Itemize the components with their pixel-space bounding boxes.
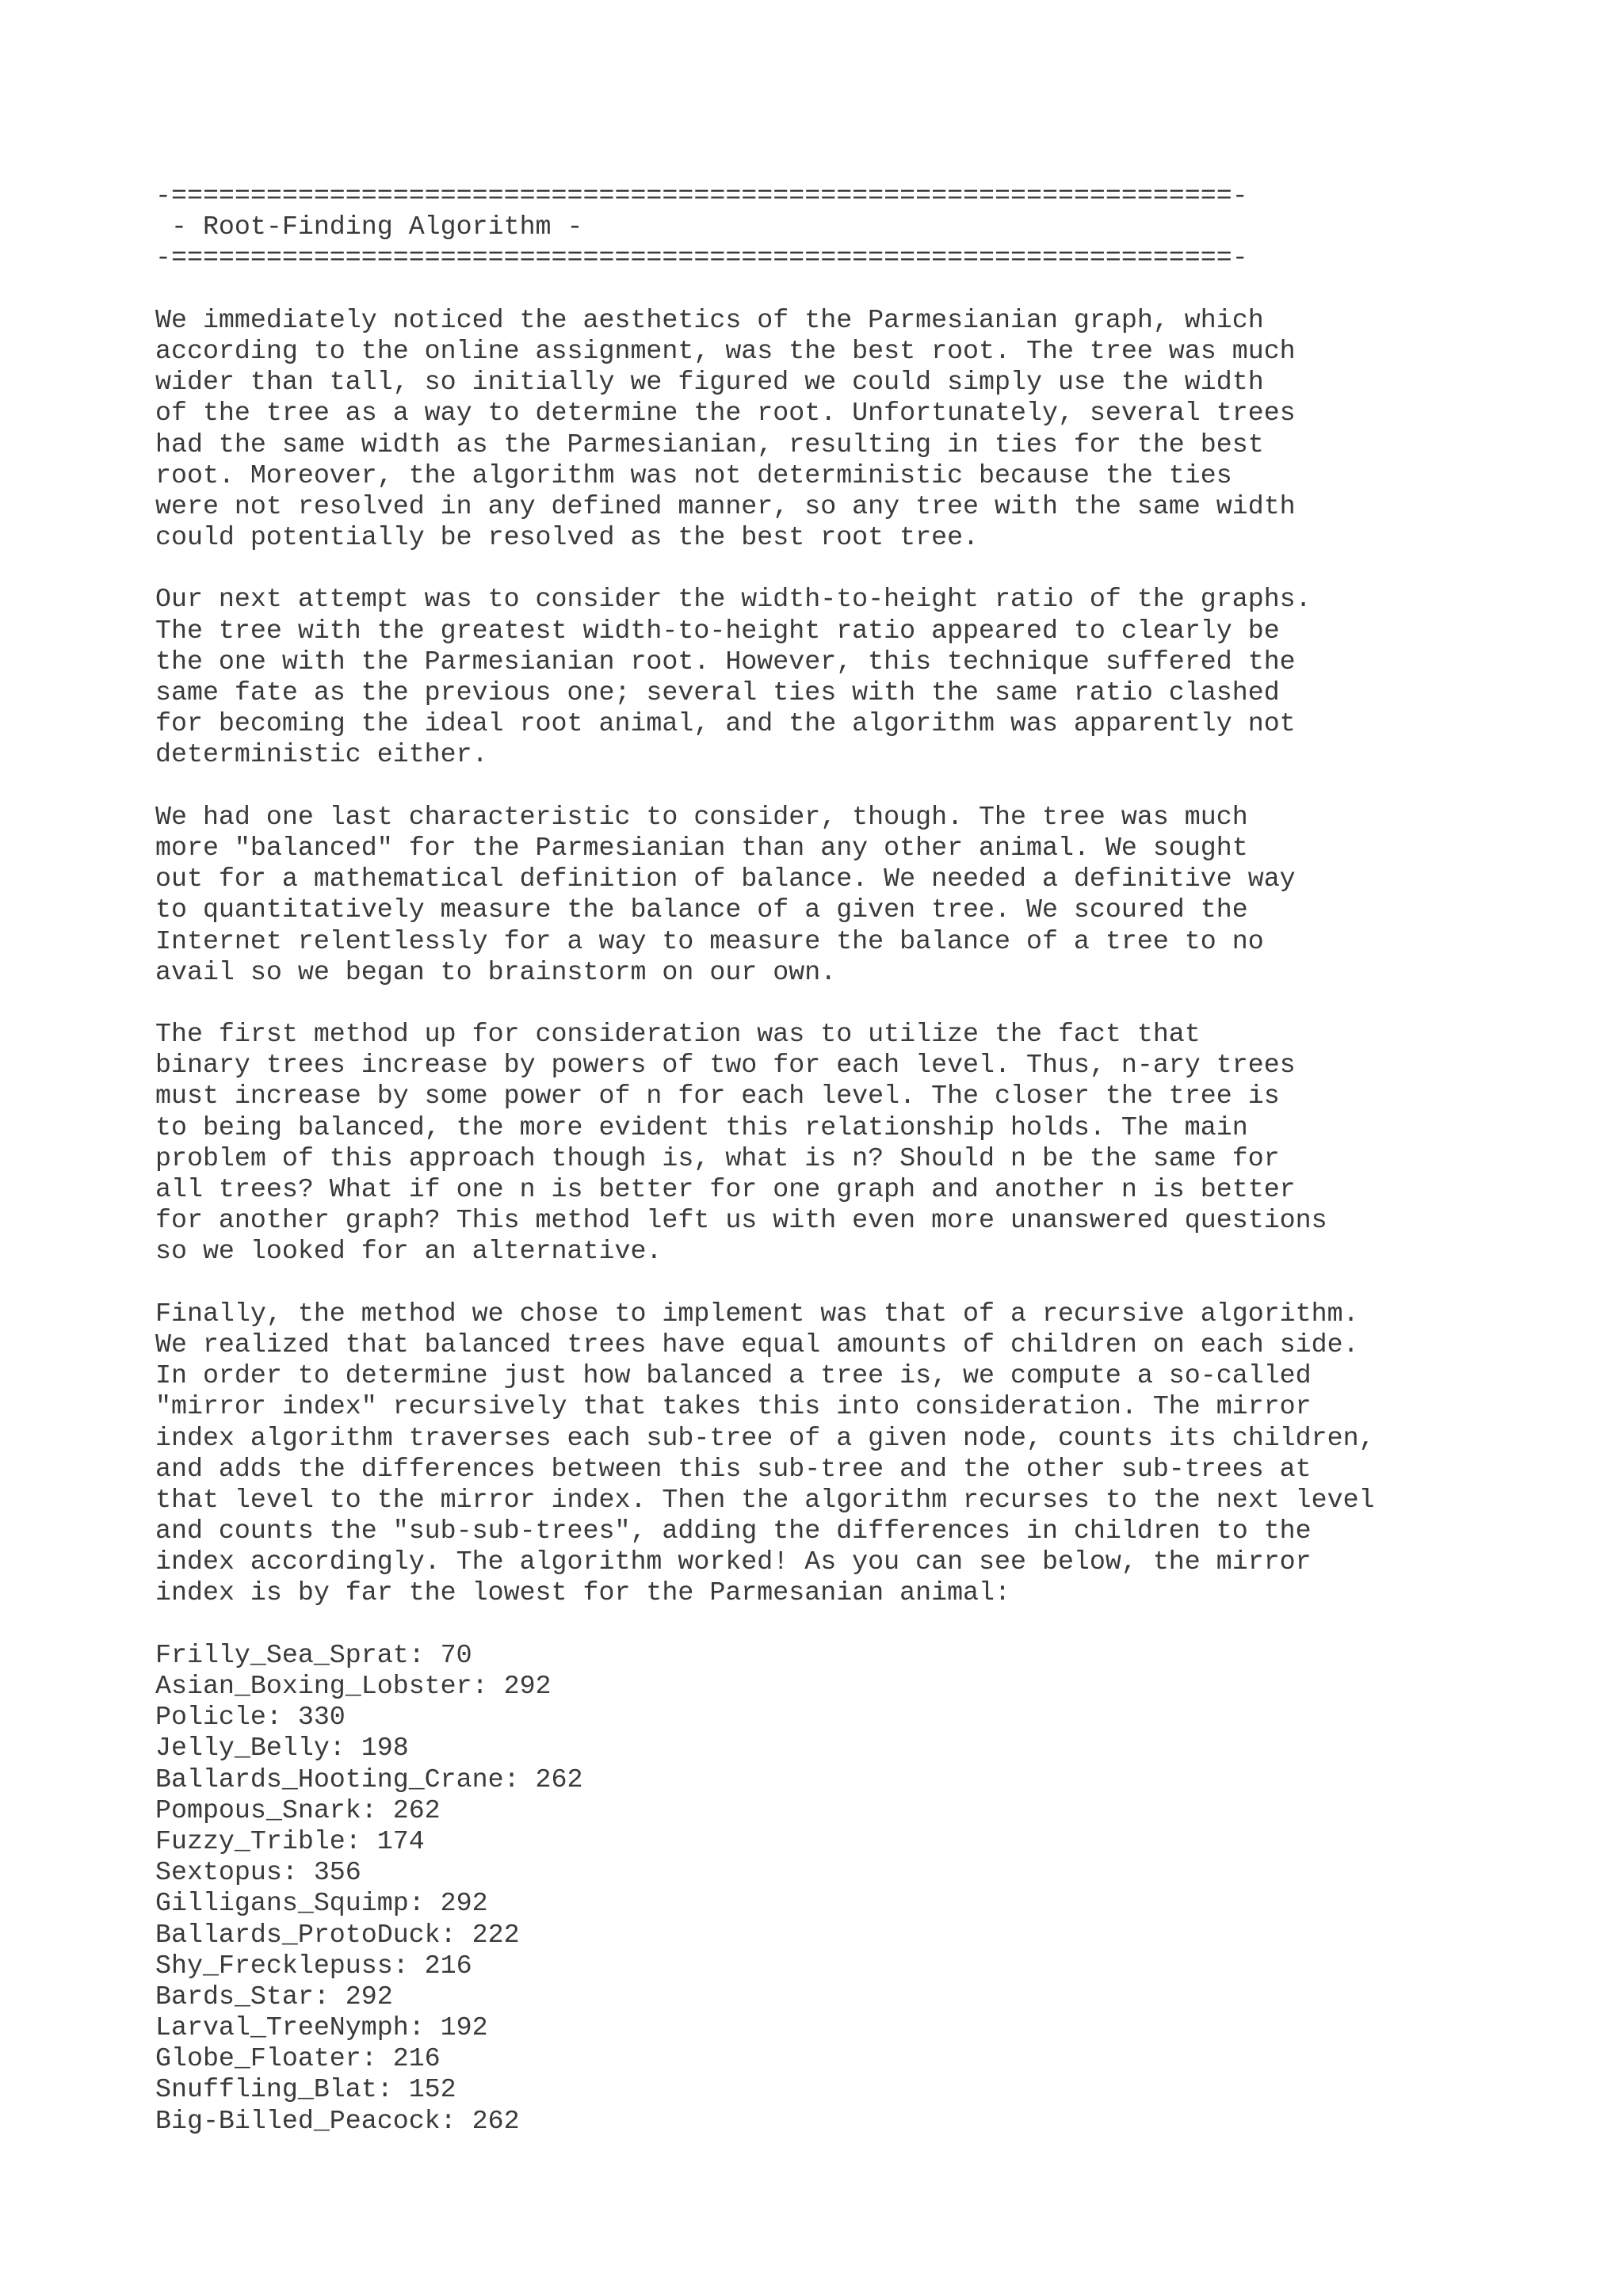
document-page xyxy=(155,181,1598,2137)
paragraph-line: for another graph? This method left us with even more unanswered questions xyxy=(155,1205,1327,1236)
section-title: - Root-Finding Algorithm - xyxy=(155,212,583,242)
result-row: Fuzzy_Trible: 174 xyxy=(155,1825,425,1856)
header-rule-top: -===================================================================- xyxy=(155,181,1248,211)
result-row: Ballards_Hooting_Crane: 262 xyxy=(155,1764,583,1794)
paragraph-line: index accordingly. The algorithm worked! As you can see below, the mirror xyxy=(155,1547,1312,1577)
paragraph-line: We had one last characteristic to consider, though. The tree was much xyxy=(155,801,1248,832)
paragraph-line: In order to determine just how balanced a tree is, we compute a so-called xyxy=(155,1360,1312,1391)
paragraph-line: same fate as the previous one; several ties with the same ratio clashed xyxy=(155,677,1280,707)
paragraph-line: and counts the "sub-sub-trees", adding the differences in children to the xyxy=(155,1516,1312,1547)
paragraph-line: out for a mathematical definition of balance. We needed a definitive way xyxy=(155,864,1296,894)
paragraph xyxy=(155,584,1598,770)
result-row: Big-Billed_Peacock: 262 xyxy=(155,2105,520,2136)
result-row: Snuffling_Blat: 152 xyxy=(155,2074,456,2105)
paragraph-line: to quantitatively measure the balance of a given tree. We scoured the xyxy=(155,894,1248,925)
paragraph-gap xyxy=(155,1609,1598,1640)
paragraph-line: Internet relentlessly for a way to measure the balance of a tree to no xyxy=(155,925,1264,956)
body-text xyxy=(155,305,1598,1640)
paragraph-line: of the tree as a way to determine the root. Unfortunately, several trees xyxy=(155,398,1296,429)
paragraph-line: The first method up for consideration was to utilize the fact that xyxy=(155,1019,1201,1050)
paragraph-line: problem of this approach though is, what is n? Should n be the same for xyxy=(155,1142,1280,1173)
paragraph-line: We immediately noticed the aesthetics of the Parmesianian graph, which xyxy=(155,304,1264,335)
paragraph-gap xyxy=(155,553,1598,584)
result-row: Shy_Frecklepuss: 216 xyxy=(155,1950,472,1981)
paragraph-gap xyxy=(155,988,1598,1019)
paragraph-line: We realized that balanced trees have equal amounts of children on each side. xyxy=(155,1329,1359,1360)
paragraph-line: so we looked for an alternative. xyxy=(155,1236,663,1267)
result-row: Jelly_Belly: 198 xyxy=(155,1733,409,1764)
result-row: Asian_Boxing_Lobster: 292 xyxy=(155,1671,552,1701)
paragraph-line: index algorithm traverses each sub-tree of a given node, counts its children, xyxy=(155,1422,1375,1453)
paragraph-line: for becoming the ideal root animal, and the algorithm was apparently not xyxy=(155,708,1296,739)
header-rule-bottom: -===================================================================- xyxy=(155,242,1248,273)
paragraph xyxy=(155,1019,1598,1268)
result-row: Ballards_ProtoDuck: 222 xyxy=(155,1919,520,1950)
paragraph-line: the one with the Parmesianian root. However, this technique suffered the xyxy=(155,646,1296,677)
paragraph-line: binary trees increase by powers of two for each level. Thus, n-ary trees xyxy=(155,1050,1296,1081)
paragraph xyxy=(155,802,1598,988)
section-header xyxy=(155,181,1598,274)
result-row: Policle: 330 xyxy=(155,1702,346,1733)
result-row: Globe_Floater: 216 xyxy=(155,2043,441,2074)
paragraph xyxy=(155,1299,1598,1609)
result-row: Pompous_Snark: 262 xyxy=(155,1794,441,1825)
paragraph-line: index is by far the lowest for the Parmesanian animal: xyxy=(155,1577,1010,1608)
paragraph xyxy=(155,305,1598,554)
paragraph-line: that level to the mirror index. Then the algorithm recurses to the next level xyxy=(155,1484,1375,1515)
paragraph-line: deterministic either. xyxy=(155,739,488,770)
result-row: Sextopus: 356 xyxy=(155,1857,361,1888)
paragraph-gap xyxy=(155,1268,1598,1299)
paragraph-line: avail so we began to brainstorm on our own. xyxy=(155,956,837,987)
paragraph-line: all trees? What if one n is better for one graph and another n is better xyxy=(155,1174,1296,1204)
result-row: Gilligans_Squimp: 292 xyxy=(155,1888,488,1919)
paragraph-line: must increase by some power of n for each level. The closer the tree is xyxy=(155,1081,1280,1112)
result-row: Frilly_Sea_Sprat: 70 xyxy=(155,1639,472,1670)
paragraph-line: according to the online assignment, was the best root. The tree was much xyxy=(155,335,1296,366)
paragraph-line: could potentially be resolved as the best root tree. xyxy=(155,522,980,553)
paragraph-line: to being balanced, the more evident this relationship holds. The main xyxy=(155,1112,1248,1142)
paragraph-line: "mirror index" recursively that takes this into consideration. The mirror xyxy=(155,1391,1312,1422)
mirror-index-results xyxy=(155,1640,1598,2137)
paragraph-line: Our next attempt was to consider the width-to-height ratio of the graphs. xyxy=(155,584,1312,615)
paragraph-line: and adds the differences between this sub-tree and the other sub-trees at xyxy=(155,1453,1312,1484)
paragraph-gap xyxy=(155,771,1598,802)
paragraph-line: wider than tall, so initially we figured we could simply use the width xyxy=(155,367,1264,398)
result-row: Larval_TreeNymph: 192 xyxy=(155,2012,488,2043)
paragraph-line: more "balanced" for the Parmesianian than any other animal. We sought xyxy=(155,832,1248,863)
paragraph-line: root. Moreover, the algorithm was not deterministic because the ties xyxy=(155,460,1232,490)
paragraph-line: Finally, the method we chose to implement was that of a recursive algorithm. xyxy=(155,1298,1359,1329)
paragraph-line: The tree with the greatest width-to-height ratio appeared to clearly be xyxy=(155,615,1280,646)
paragraph-line: were not resolved in any defined manner, so any tree with the same width xyxy=(155,490,1296,521)
paragraph-line: had the same width as the Parmesianian, resulting in ties for the best xyxy=(155,429,1264,460)
result-row: Bards_Star: 292 xyxy=(155,1981,393,2012)
